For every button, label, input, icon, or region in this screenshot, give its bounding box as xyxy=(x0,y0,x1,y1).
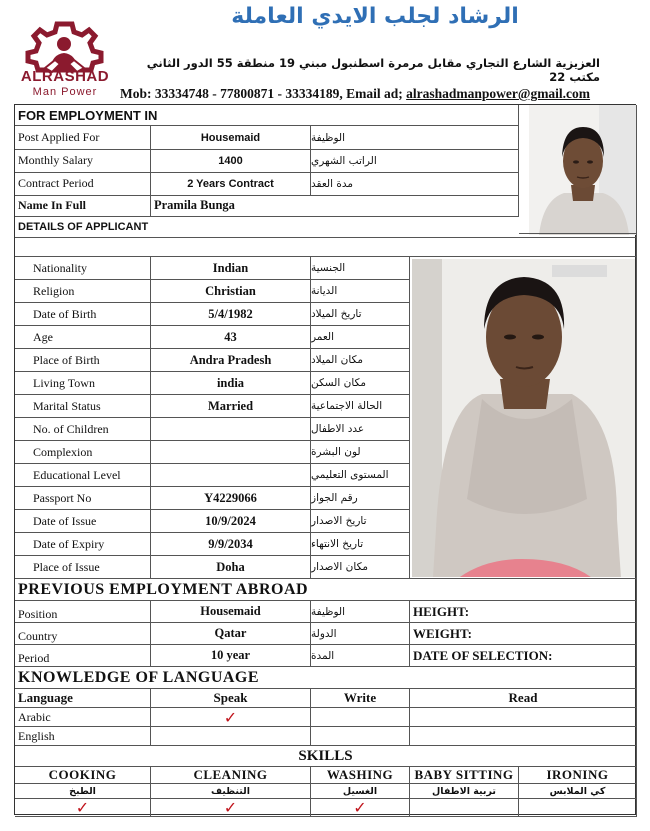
skill-name: CLEANING xyxy=(151,767,311,784)
speak-check-icon xyxy=(151,727,311,746)
applicant-label: Date of Expiry xyxy=(15,533,151,556)
applicant-label-ar: تاريخ الميلاد xyxy=(311,303,410,326)
applicant-label: Date of Birth xyxy=(15,303,151,326)
skill-name-ar: الطبخ xyxy=(15,784,151,799)
applicant-label: Marital Status xyxy=(15,395,151,418)
applicant-value: 9/9/2034 xyxy=(151,533,311,556)
previous-extra-field: HEIGHT: xyxy=(410,601,637,623)
read-check-icon xyxy=(410,708,637,727)
blank-row xyxy=(15,238,637,257)
previous-label-ar: المدة xyxy=(311,645,410,667)
previous-value: 10 year xyxy=(151,645,311,667)
applicant-label-ar: لون البشرة xyxy=(311,441,410,464)
applicant-value: 43 xyxy=(151,326,311,349)
previous-section-title: PREVIOUS EMPLOYMENT ABROAD xyxy=(15,579,637,601)
skill-check-icon xyxy=(519,799,637,817)
applicant-label-ar: مكان السكن xyxy=(311,372,410,395)
employment-label: Monthly Salary xyxy=(15,149,151,173)
skill-name: COOKING xyxy=(15,767,151,784)
photo-frame-small xyxy=(519,105,637,234)
logo-name: ALRASHAD xyxy=(20,68,110,85)
applicant-value xyxy=(151,441,311,464)
applicant-label-ar: رقم الجواز xyxy=(311,487,410,510)
previous-label: Position xyxy=(15,601,151,623)
skill-name: WASHING xyxy=(311,767,410,784)
contact-line xyxy=(120,86,640,102)
language-name: English xyxy=(15,727,151,746)
applicant-label: Place of Birth xyxy=(15,349,151,372)
applicant-value: Andra Pradesh xyxy=(151,349,311,372)
read-check-icon xyxy=(410,727,637,746)
previous-label: Country xyxy=(15,623,151,645)
employment-section-title: FOR EMPLOYMENT IN xyxy=(15,105,519,126)
applicant-label-ar: تاريخ الانتهاء xyxy=(311,533,410,556)
write-check-icon xyxy=(311,708,410,727)
skill-name-ar: تربية الاطفال xyxy=(410,784,519,799)
applicant-label: No. of Children xyxy=(15,418,151,441)
employment-value: 1400 xyxy=(151,149,311,173)
applicant-label-ar: المستوى التعليمي xyxy=(311,464,410,487)
employment-label-ar: الراتب الشهري xyxy=(311,149,519,173)
previous-extra-field: WEIGHT: xyxy=(410,623,637,645)
skill-check-icon xyxy=(410,799,519,817)
applicant-label: Educational Level xyxy=(15,464,151,487)
speak-check-icon: ✓ xyxy=(151,708,311,727)
previous-label-ar: الوظيفة xyxy=(311,601,410,623)
language-header: Read xyxy=(410,689,637,708)
skills-section-title: SKILLS xyxy=(15,746,637,767)
applicant-label-ar: الديانة xyxy=(311,280,410,303)
applicant-label: Passport No xyxy=(15,487,151,510)
skill-name: BABY SITTING xyxy=(410,767,519,784)
applicant-value: Married xyxy=(151,395,311,418)
applicant-label: Complexion xyxy=(15,441,151,464)
language-header: Speak xyxy=(151,689,311,708)
previous-label: Period xyxy=(15,645,151,667)
applicant-label-ar: تاريخ الاصدار xyxy=(311,510,410,533)
employment-value: Housemaid xyxy=(151,126,311,150)
language-header: Write xyxy=(311,689,410,708)
applicant-label: Nationality xyxy=(15,257,151,280)
language-name: Arabic xyxy=(15,708,151,727)
applicant-value: Christian xyxy=(151,280,311,303)
company-title-ar: الرشاد لجلب الايدي العاملة xyxy=(231,4,519,29)
name-label: Name In Full xyxy=(15,195,151,217)
skill-name: IRONING xyxy=(519,767,637,784)
applicant-value: Y4229066 xyxy=(151,487,311,510)
previous-value: Housemaid xyxy=(151,601,311,623)
company-address-ar: العزيزية الشارع التجاري مقابل مرمرة اسطنبول مبني 19 منطقة 55 الدور الثاني مكتب 22 xyxy=(146,56,600,84)
applicant-label-ar: العمر xyxy=(311,326,410,349)
contact-mobile: Mob: 33334748 - 77800871 - 33334189, Email ad; xyxy=(120,86,407,101)
skill-check-icon: ✓ xyxy=(15,799,151,817)
applicant-section-title: DETAILS OF APPLICANT xyxy=(15,217,637,238)
employment-value: 2 Years Contract xyxy=(151,172,311,196)
employment-label: Contract Period xyxy=(15,172,151,196)
photo-frame-large xyxy=(410,257,637,579)
skill-check-icon: ✓ xyxy=(311,799,410,817)
applicant-label: Date of Issue xyxy=(15,510,151,533)
applicant-value: india xyxy=(151,372,311,395)
application-form xyxy=(14,104,636,815)
previous-label-ar: الدولة xyxy=(311,623,410,645)
skill-name-ar: الغسيل xyxy=(311,784,410,799)
applicant-label-ar: عدد الاطفال xyxy=(311,418,410,441)
employment-label-ar: مدة العقد xyxy=(311,172,519,196)
language-header: Language xyxy=(15,689,151,708)
language-section-title: KNOWLEDGE OF LANGUAGE xyxy=(15,667,637,689)
applicant-value: Indian xyxy=(151,257,311,280)
applicant-value: 5/4/1982 xyxy=(151,303,311,326)
skill-check-icon: ✓ xyxy=(151,799,311,817)
applicant-label-ar: الحالة الاجتماعية xyxy=(311,395,410,418)
applicant-label-ar: مكان الميلاد xyxy=(311,349,410,372)
write-check-icon xyxy=(311,727,410,746)
applicant-value: 10/9/2024 xyxy=(151,510,311,533)
previous-extra-field: DATE OF SELECTION: xyxy=(410,645,637,667)
skill-name-ar: كي الملابس xyxy=(519,784,637,799)
applicant-label: Living Town xyxy=(15,372,151,395)
applicant-label-ar: الجنسية xyxy=(311,257,410,280)
applicant-label-ar: مكان الاصدار xyxy=(311,556,410,579)
logo-subtitle: Man Power xyxy=(32,86,98,98)
contact-email[interactable]: alrashadmanpower@gmail.com xyxy=(406,86,591,101)
applicant-label: Religion xyxy=(15,280,151,303)
applicant-label: Age xyxy=(15,326,151,349)
applicant-value: Doha xyxy=(151,556,311,579)
employment-label-ar: الوظيفة xyxy=(311,126,519,150)
applicant-value xyxy=(151,418,311,441)
skill-name-ar: التنظيف xyxy=(151,784,311,799)
header xyxy=(0,0,650,104)
previous-value: Qatar xyxy=(151,623,311,645)
applicant-label: Place of Issue xyxy=(15,556,151,579)
applicant-value xyxy=(151,464,311,487)
employment-label: Post Applied For xyxy=(15,126,151,150)
full-name: Pramila Bunga xyxy=(151,195,519,217)
